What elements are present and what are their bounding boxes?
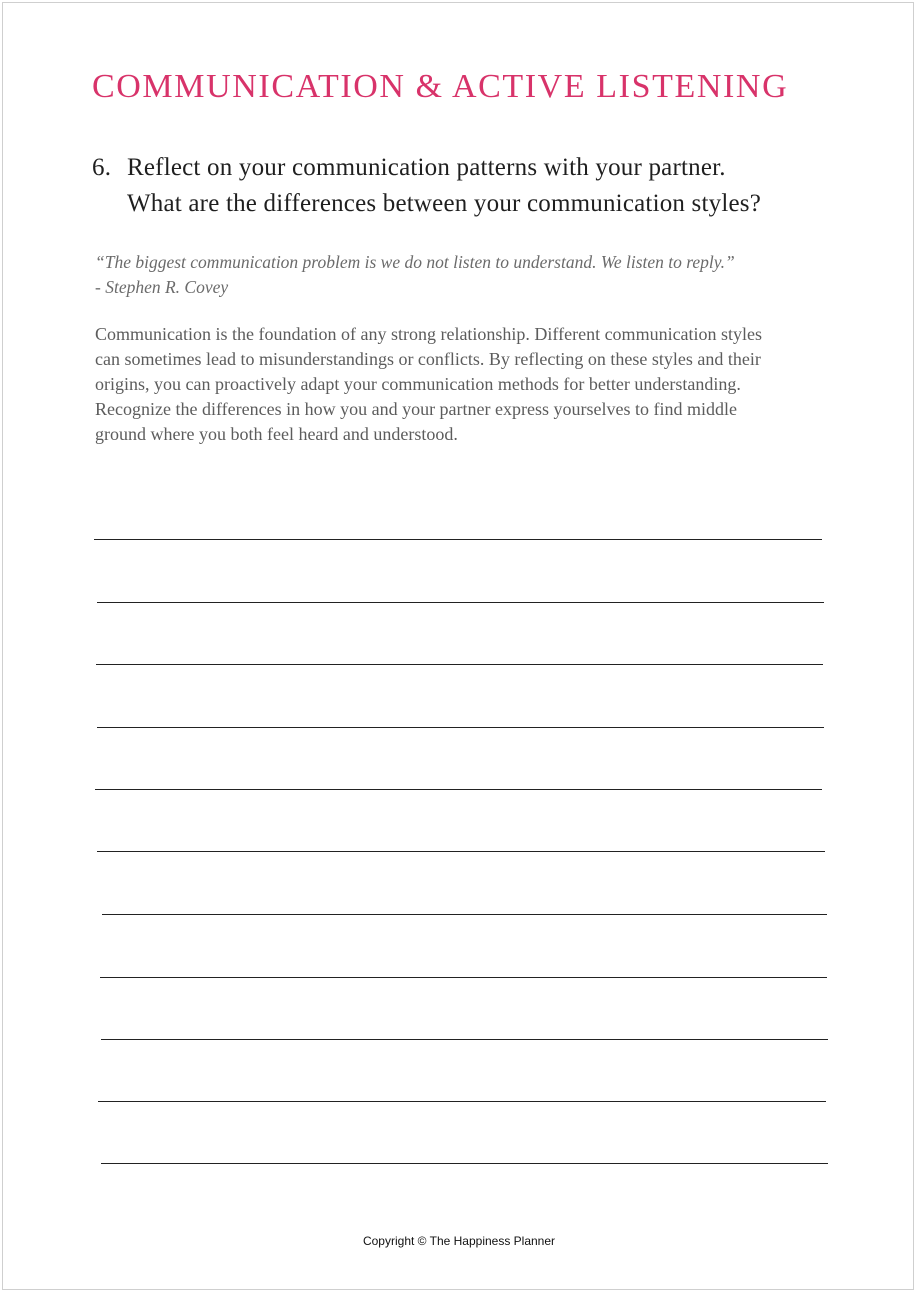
question-prompt (92, 150, 852, 222)
description-line-2: can sometimes lead to misunderstandings or conflicts. By reflecting on these styles and their (95, 349, 761, 369)
writing-line-2[interactable] (97, 602, 824, 603)
quote-block (95, 250, 835, 300)
writing-line-5[interactable] (95, 789, 822, 790)
description-line-1: Communication is the foundation of any strong relationship. Different communication styles (95, 324, 763, 344)
writing-line-8[interactable] (100, 977, 827, 978)
description-line-3: origins, you can proactively adapt your communication methods for better understanding. (95, 374, 741, 394)
copyright-footer: Copyright © The Happiness Planner (362, 1234, 556, 1248)
quote-author: - Stephen R. Covey (95, 277, 229, 297)
question-number: 6. (92, 154, 112, 181)
writing-line-11[interactable] (101, 1163, 828, 1164)
description-paragraph (95, 322, 830, 447)
quote-text: “The biggest communication problem is we do not listen to understand. We listen to reply.” (95, 252, 735, 272)
writing-line-6[interactable] (97, 851, 825, 852)
writing-line-4[interactable] (97, 727, 824, 728)
writing-line-3[interactable] (96, 664, 823, 665)
question-line-1: Reflect on your communication patterns with your partner. (127, 154, 726, 181)
writing-line-10[interactable] (98, 1101, 826, 1102)
description-line-5: ground where you both feel heard and understood. (95, 424, 458, 444)
writing-line-7[interactable] (102, 914, 827, 915)
question-line-2: What are the differences between your communication styles? (127, 190, 762, 217)
writing-line-1[interactable] (94, 539, 822, 540)
description-line-4: Recognize the differences in how you and your partner express yourselves to find middle (95, 399, 737, 419)
page-title: COMMUNICATION & ACTIVE LISTENING (92, 68, 789, 105)
writing-line-9[interactable] (101, 1039, 828, 1040)
